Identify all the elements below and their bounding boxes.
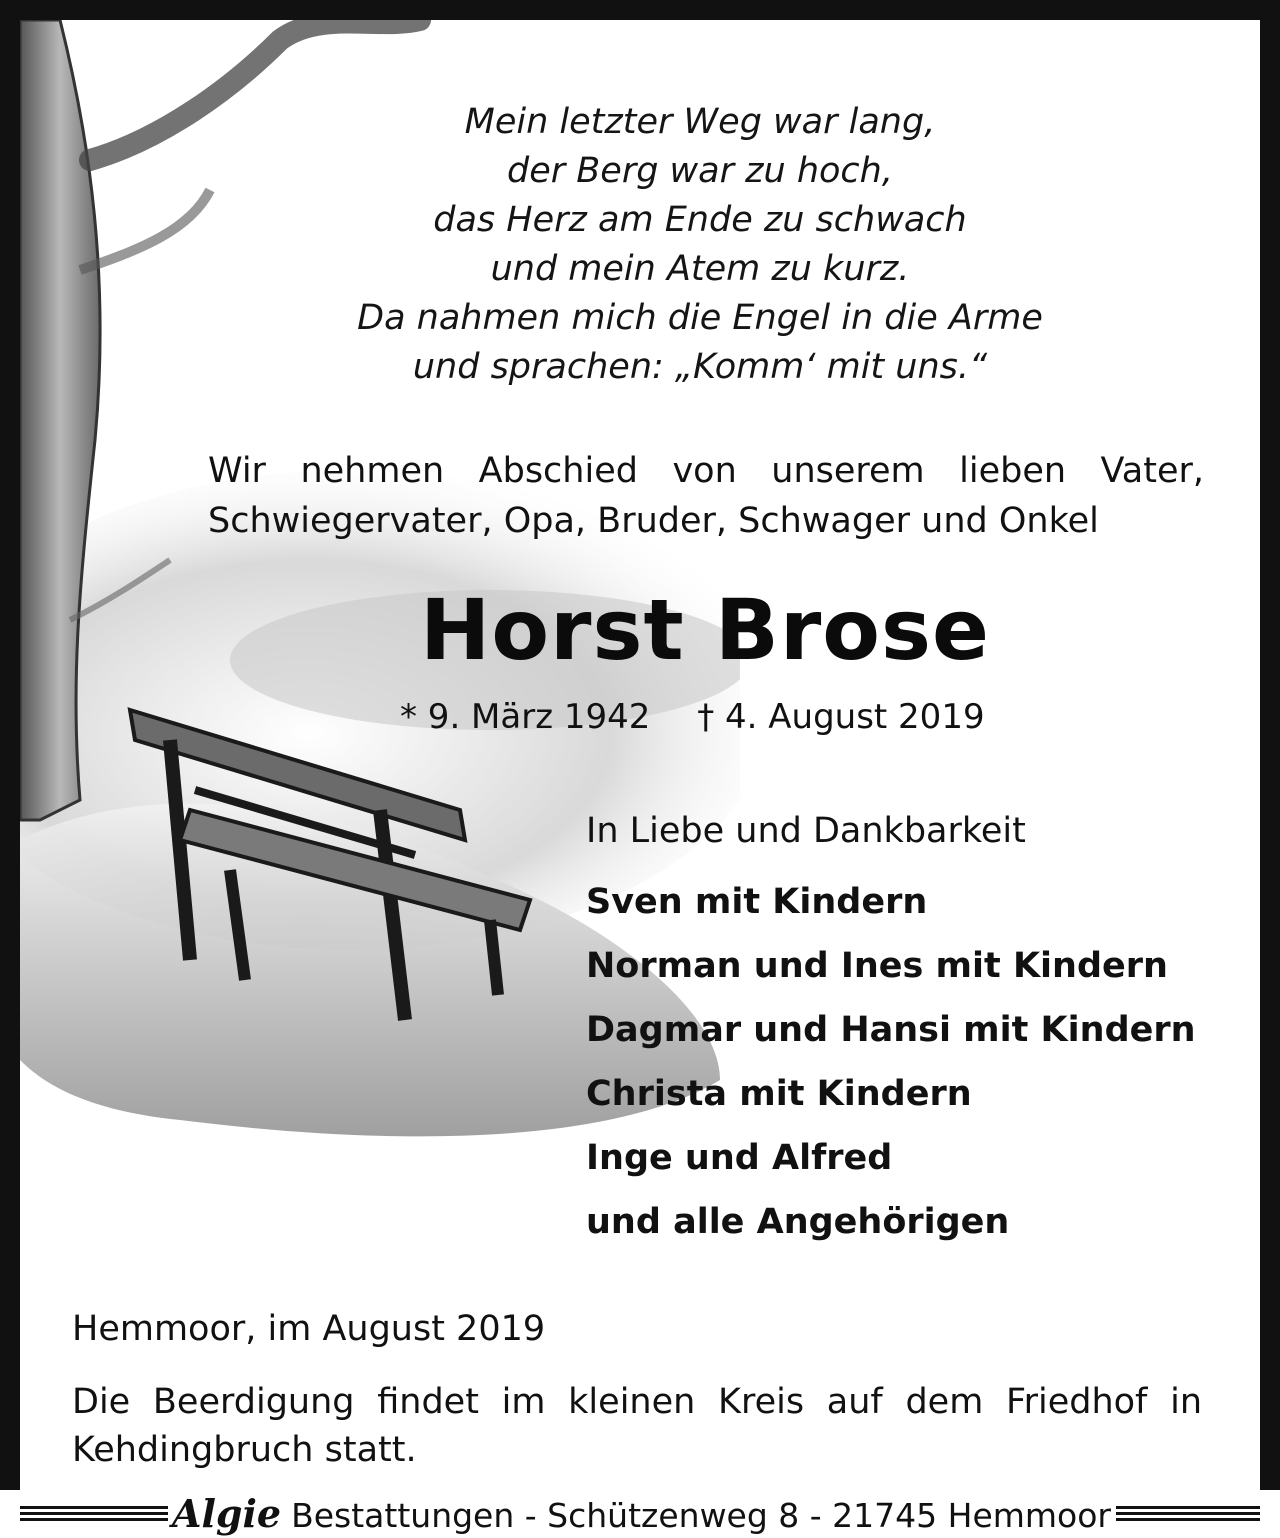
verse-line: der Berg war zu hoch, <box>507 151 893 191</box>
memorial-verse <box>300 98 1100 392</box>
burial-line: Kehdingbruch statt. <box>72 1430 417 1470</box>
mourners-list <box>586 870 1196 1254</box>
list-item: Inge und Alfred <box>586 1138 893 1178</box>
funeral-home-footer <box>0 1490 1280 1536</box>
list-item: Sven mit Kindern <box>586 882 928 922</box>
thanks-line: In Liebe und Dankbarkeit <box>586 811 1026 851</box>
footer-text-block <box>172 1492 1116 1538</box>
life-dates <box>400 692 1020 742</box>
border-left <box>0 0 20 1536</box>
burial-notice <box>72 1378 1202 1474</box>
list-item: Christa mit Kindern <box>586 1074 972 1114</box>
footer-rule-left <box>20 1506 168 1522</box>
farewell-intro <box>208 446 1204 546</box>
verse-line: das Herz am Ende zu schwach <box>433 200 967 240</box>
list-item: Norman und Ines mit Kindern <box>586 946 1168 986</box>
death-date: † 4. August 2019 <box>697 697 985 737</box>
funeral-home-address: Bestattungen - Schützenweg 8 - 21745 Hemmoor <box>291 1496 1112 1535</box>
verse-line: und sprachen: „Komm‘ mit uns.“ <box>412 347 988 387</box>
border-top <box>0 0 1280 20</box>
intro-line: Schwiegervater, Opa, Bruder, Schwager und Onkel <box>208 501 1099 541</box>
funeral-home-logo: Algie <box>172 1491 282 1536</box>
verse-line: Da nahmen mich die Engel in die Arme <box>357 298 1043 338</box>
list-item: und alle Angehörigen <box>586 1202 1010 1242</box>
deceased-name: Horst Brose <box>420 581 990 679</box>
verse-line: und mein Atem zu kurz. <box>490 249 910 289</box>
footer-rule-right <box>1116 1506 1260 1522</box>
verse-line: Mein letzter Weg war lang, <box>464 102 936 142</box>
intro-line: Wir nehmen Abschied von unserem lieben Vater, <box>208 451 1204 491</box>
border-right <box>1260 0 1280 1536</box>
tree-branch-small <box>80 190 210 270</box>
list-item: Dagmar und Hansi mit Kindern <box>586 1010 1196 1050</box>
birth-date: * 9. März 1942 <box>400 697 651 737</box>
burial-line: Die Beerdigung findet im kleinen Kreis auf dem Friedhof in <box>72 1382 1202 1422</box>
place-and-date: Hemmoor, im August 2019 <box>72 1309 546 1349</box>
